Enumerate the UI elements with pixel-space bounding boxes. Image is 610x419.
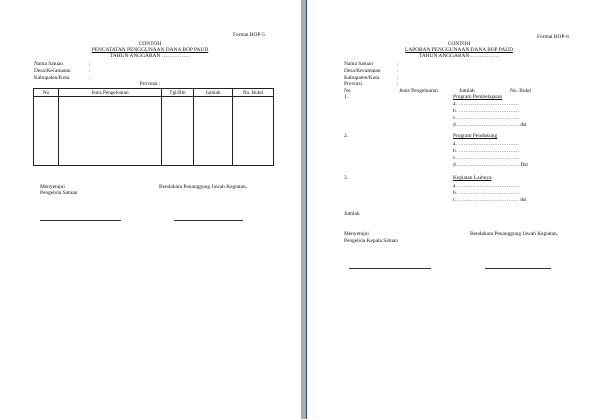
table-row [34, 97, 274, 166]
field-sep: : [89, 61, 91, 67]
signature-line-treasurer [485, 268, 551, 269]
section-number: 1. [344, 94, 349, 100]
field-label-desa: Desa/Kecamatan [34, 68, 71, 74]
list-item: d. ……………………………. dst [453, 122, 527, 128]
total-label: Jumlah [344, 211, 360, 217]
table-cell [194, 97, 233, 166]
section-number: 2. [344, 133, 349, 139]
list-item: c. ……………………………. dst [453, 197, 527, 203]
table-cell [162, 97, 194, 166]
table-cell [34, 97, 59, 166]
field-sep: : [89, 75, 91, 81]
field-sep: : [397, 75, 399, 81]
list-item: a. ……………………………. [453, 101, 519, 107]
title-contoh: CONTOH [447, 41, 471, 47]
section-number: 3. [344, 175, 349, 181]
list-item: b. ……………………………. [453, 148, 520, 154]
column-header-jumlah: Jumlah [459, 88, 475, 94]
section-title: Kegiatan Lainnya [453, 175, 492, 181]
signature-line-manager [349, 268, 431, 269]
document-page-right [306, 0, 610, 419]
signature-line-treasurer [174, 220, 243, 221]
approval-role: Pengelola Kepala Satuan [344, 238, 398, 244]
column-header-jenis: Jenis Pengeluaran [59, 89, 162, 97]
approval-label: Menyetujui [40, 184, 65, 190]
list-item: a. ……………………………. [453, 141, 519, 147]
document-title: PENCATATAN PENGGUNAAN DANA BOP PAUD [91, 47, 209, 53]
field-label-desa: Desa/Kecamatan [344, 68, 381, 74]
treasurer-label: Bendahara Penanggung Jawab Kegiatan, [159, 184, 248, 190]
column-header-no: No [34, 89, 59, 97]
signature-line-manager [40, 220, 121, 221]
list-item: d. ……………………………. Dst [453, 162, 528, 168]
list-item: a. ……………………………. [453, 183, 519, 189]
column-header-tgl: Tgl/Bln [162, 89, 194, 97]
approval-role: Pengelola Satuan [40, 190, 78, 196]
document-title: LAPORAN PENGGUNAAN DANA BOP PAUD [404, 47, 514, 53]
column-header-bukti: No. Bukti [233, 89, 274, 97]
field-label-nama-satuan: Nama Satuan [344, 61, 373, 67]
title-contoh: CONTOH [138, 41, 162, 47]
budget-year: TAHUN ANGGARAN ……………. [110, 53, 190, 59]
column-header-jumlah: Jumlah [194, 89, 233, 97]
section-title: Program Pendukung [453, 133, 498, 139]
document-page-left [0, 0, 301, 419]
table-cell [59, 97, 162, 166]
approval-label: Menyetujui [344, 231, 369, 237]
list-item: c. ……………………………. [453, 155, 519, 161]
field-label-nama-satuan: Nama Satuan [34, 61, 63, 67]
table-cell [233, 97, 274, 166]
field-sep: : [89, 68, 91, 74]
budget-year: TAHUN ANGGARAN ……………. [419, 53, 499, 59]
list-item: b. ……………………………. [453, 190, 520, 196]
field-sep: : [397, 81, 399, 87]
column-header-jenis: Jenis Pengeluaran [399, 88, 438, 94]
column-header-bukti: No. Bukti [510, 88, 532, 94]
expense-table [33, 88, 274, 166]
field-label-kabupaten: Kabupaten/Kota [34, 75, 70, 81]
format-label: Format BOP-6 [537, 34, 569, 40]
list-item: c. ……………………………. [453, 115, 519, 121]
field-sep: : [397, 68, 399, 74]
column-header-no: No [344, 88, 351, 94]
format-label: Format BOP-5 [233, 32, 265, 38]
field-label-kabupaten: Kabupaten/Kota [344, 75, 380, 81]
field-label-provinsi: Provinsi [344, 81, 362, 87]
treasurer-label: Bendahara Penanggung Jawab Kegiatan, [470, 231, 559, 237]
section-title: Program Pembelajaran [453, 94, 503, 100]
list-item: b. ……………………………. [453, 108, 520, 114]
field-sep: : [397, 61, 399, 67]
province-label: Provinsi : [139, 81, 161, 87]
